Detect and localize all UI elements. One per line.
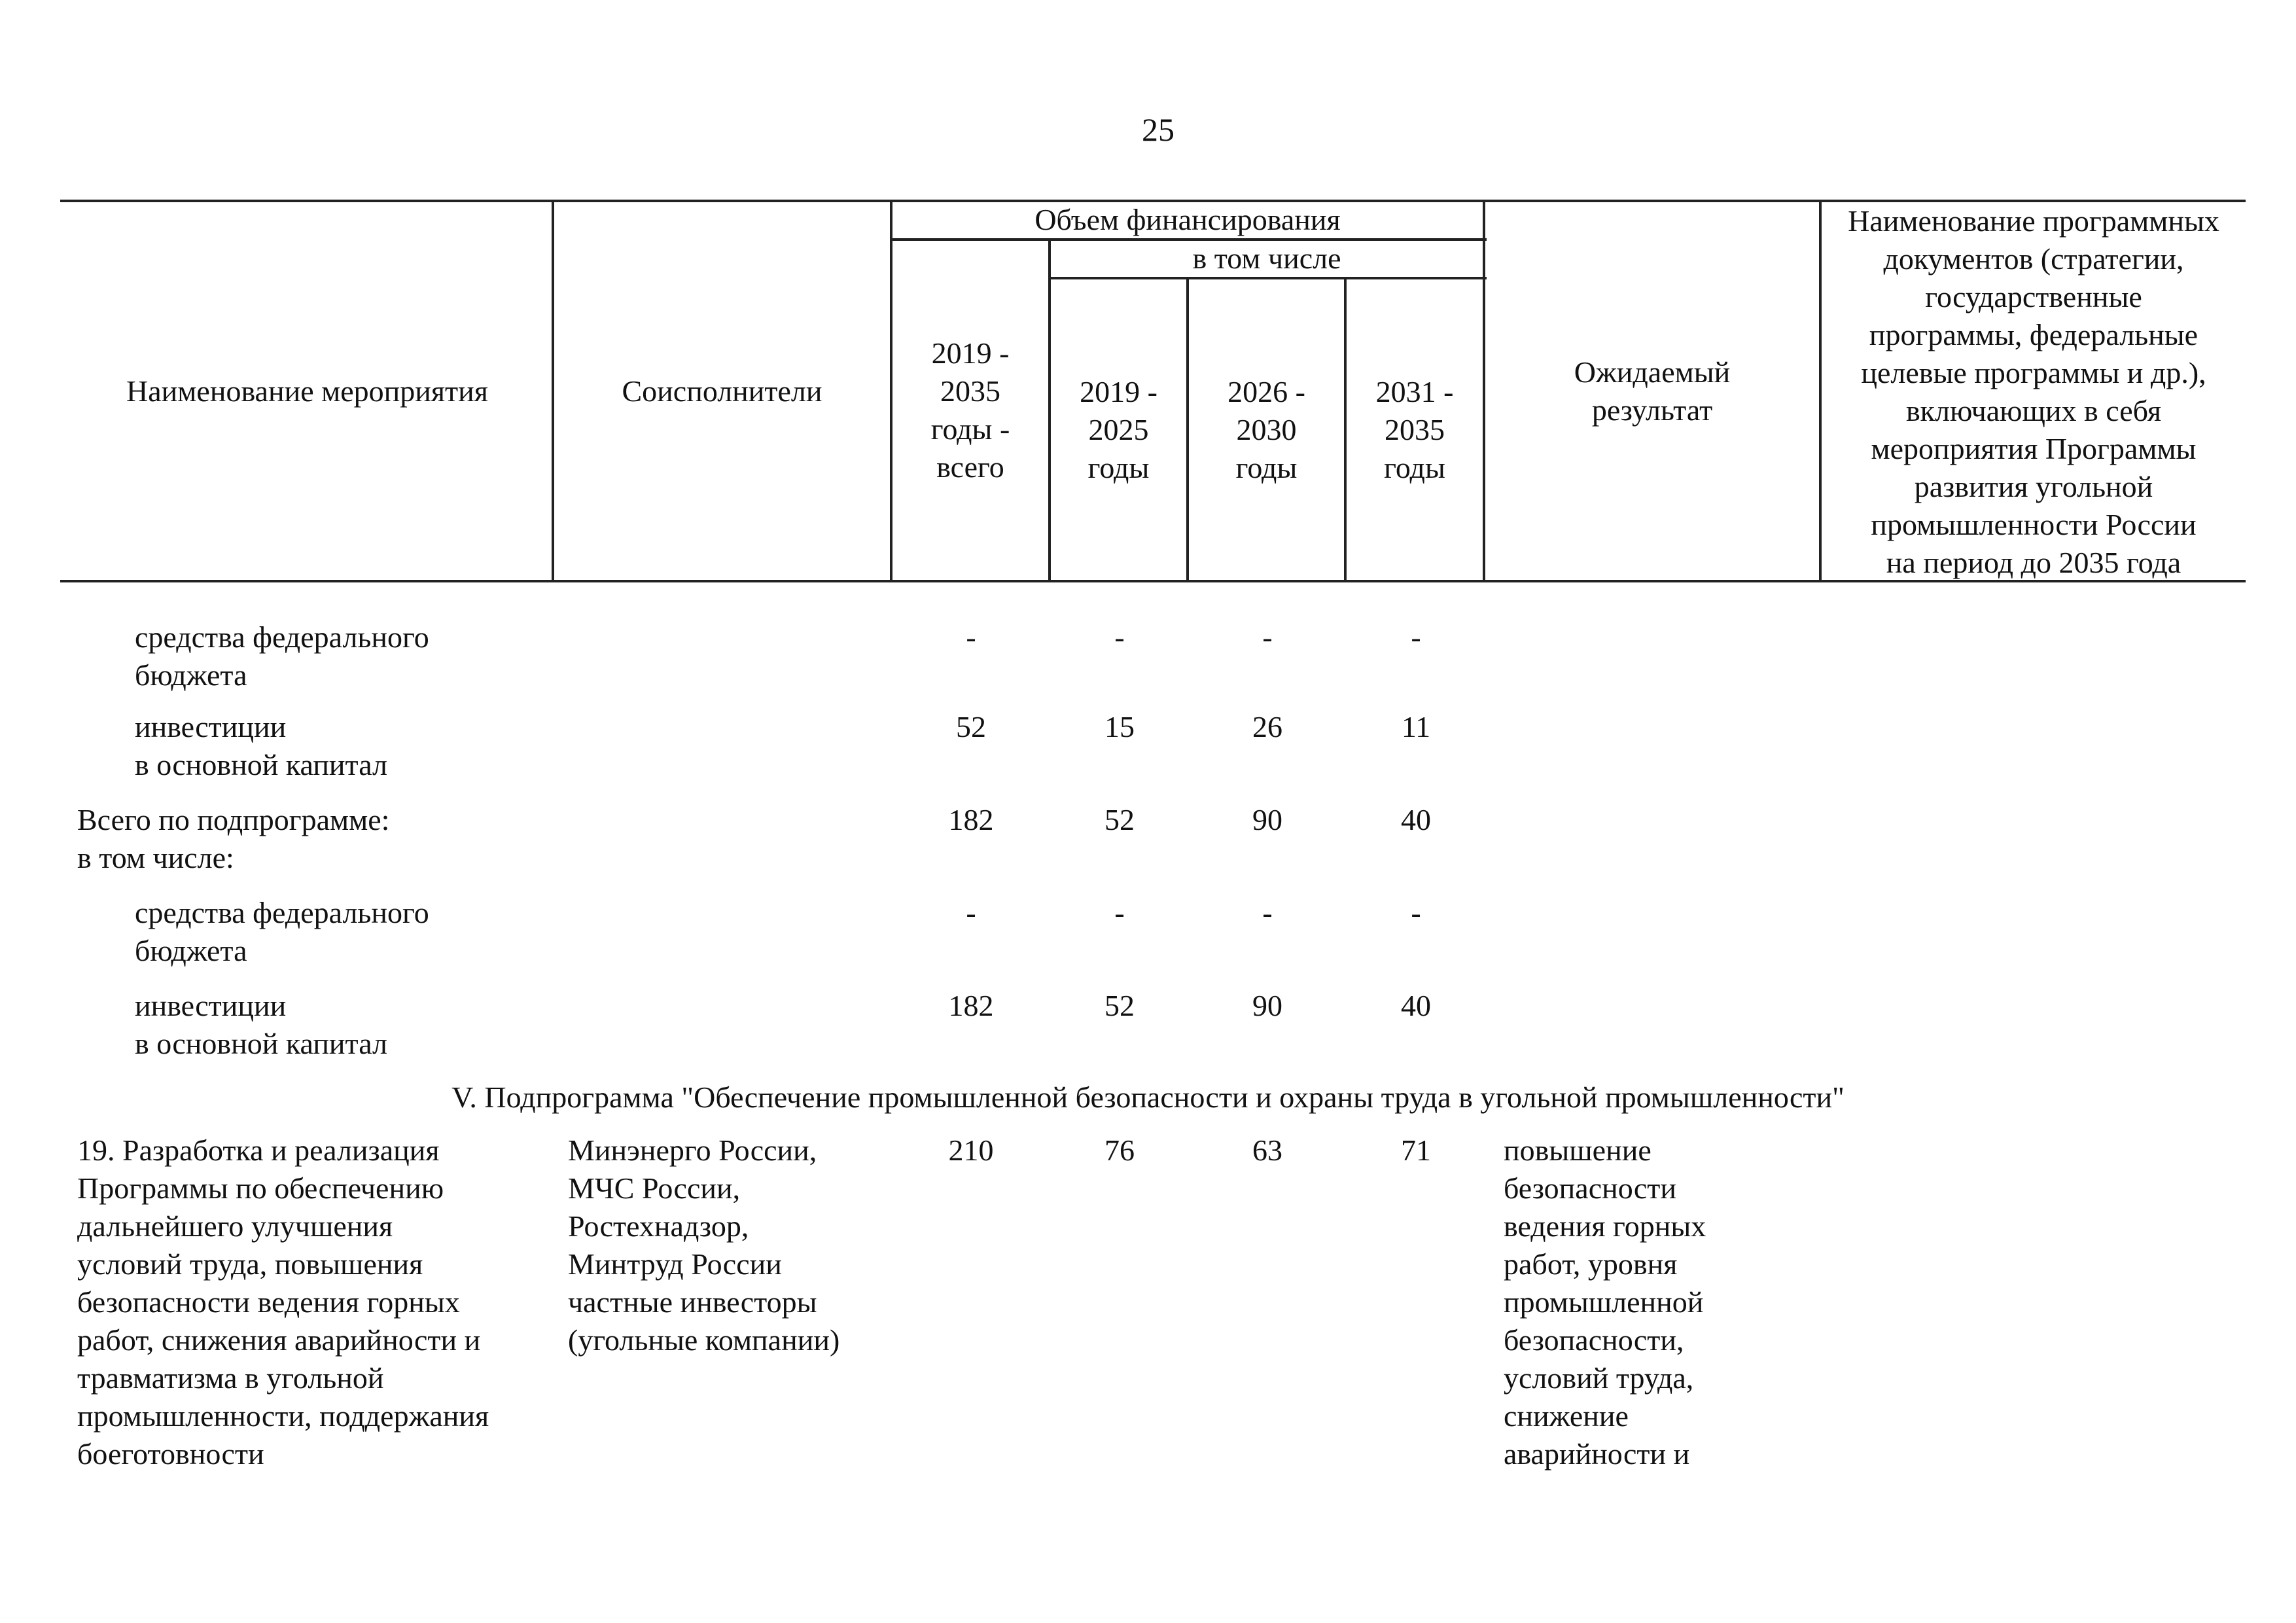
header-activity-name: Наименование мероприятия bbox=[126, 374, 488, 408]
header-p2-line3: годы bbox=[1235, 450, 1298, 484]
header-docs-line: целевые программы и др.), bbox=[1861, 356, 2206, 389]
expected-result-line: промышленной bbox=[1504, 1285, 1704, 1319]
coexecutor-line: Ростехнадзор, bbox=[568, 1209, 749, 1243]
value-total: - bbox=[966, 896, 976, 929]
header-program-documents bbox=[1822, 202, 2246, 580]
header-funding-volume: Объем финансирования bbox=[1034, 202, 1341, 236]
header-docs-line: мероприятия Программы bbox=[1871, 432, 2197, 465]
activity-name-line: травматизма в угольной bbox=[77, 1361, 384, 1395]
header-p1-line1: 2019 - bbox=[1080, 374, 1157, 408]
expected-result-line: условий труда, bbox=[1504, 1361, 1694, 1395]
coexecutor-line: Минтруд России bbox=[568, 1247, 782, 1281]
header-total-period bbox=[892, 241, 1048, 580]
row-label: в основной капитал bbox=[135, 748, 387, 781]
header-total-line3: годы - bbox=[930, 412, 1010, 446]
value-2031-2035: 40 bbox=[1401, 803, 1431, 836]
row-label: средства федерального bbox=[135, 620, 429, 654]
header-docs-line: государственные bbox=[1925, 280, 2142, 313]
activity-name-line: Программы по обеспечению bbox=[77, 1171, 444, 1205]
value-2019-2025: 15 bbox=[1104, 710, 1135, 743]
value-2026-2030: - bbox=[1262, 620, 1273, 654]
header-total-line1: 2019 - bbox=[931, 336, 1010, 370]
header-docs-line: программы, федеральные bbox=[1869, 318, 2199, 351]
coexecutor-line: частные инвесторы bbox=[568, 1285, 817, 1319]
header-expected-result bbox=[1485, 202, 1819, 580]
activity-name-line: промышленности, поддержания bbox=[77, 1399, 489, 1433]
value-total: 182 bbox=[948, 989, 994, 1022]
header-period-2031-2035 bbox=[1347, 279, 1483, 580]
value-2019-2025: - bbox=[1114, 620, 1125, 654]
expected-result-line: ведения горных bbox=[1504, 1209, 1706, 1243]
header-docs-line: развития угольной bbox=[1914, 470, 2153, 503]
header-including: в том числе bbox=[1192, 241, 1341, 275]
header-docs-line: Наименование программных bbox=[1848, 204, 2219, 238]
row-label: в том числе: bbox=[77, 841, 234, 874]
section-heading: V. Подпрограмма "Обеспечение промышленной безопасности и охраны труда в угольной промышленности" bbox=[451, 1080, 1845, 1114]
header-period-2019-2025 bbox=[1051, 279, 1186, 580]
header-p3-line3: годы bbox=[1384, 450, 1445, 484]
coexecutor-line: МЧС России, bbox=[568, 1171, 741, 1205]
header-total-line2: 2035 bbox=[940, 374, 1000, 408]
expected-result-line: работ, уровня bbox=[1504, 1247, 1678, 1281]
coexecutor-line: Минэнерго России, bbox=[568, 1133, 817, 1167]
expected-result-line: безопасности bbox=[1504, 1171, 1677, 1205]
header-result-line2: результат bbox=[1591, 393, 1713, 427]
value-2026-2030: 90 bbox=[1252, 989, 1282, 1022]
expected-result-line: повышение bbox=[1504, 1133, 1651, 1167]
activity-name-line: работ, снижения аварийности и bbox=[77, 1323, 481, 1357]
value-total: 52 bbox=[956, 710, 986, 743]
value-total: 210 bbox=[948, 1133, 994, 1167]
header-period-2026-2030 bbox=[1189, 279, 1344, 580]
header-p3-line1: 2031 - bbox=[1375, 374, 1454, 408]
value-2026-2030: 26 bbox=[1252, 710, 1282, 743]
value-total: - bbox=[966, 620, 976, 654]
header-result-line1: Ожидаемый bbox=[1574, 355, 1731, 389]
header-total-line4: всего bbox=[936, 450, 1004, 484]
value-2026-2030: 63 bbox=[1252, 1133, 1282, 1167]
header-p2-line2: 2030 bbox=[1236, 412, 1297, 446]
value-2031-2035: 40 bbox=[1401, 989, 1431, 1022]
value-2031-2035: - bbox=[1411, 896, 1421, 929]
value-2019-2025: 52 bbox=[1104, 989, 1135, 1022]
row-label: инвестиции bbox=[135, 710, 287, 743]
row-label: в основной капитал bbox=[135, 1027, 387, 1060]
activity-name-line: дальнейшего улучшения bbox=[77, 1209, 393, 1243]
row-label: средства федерального bbox=[135, 896, 429, 929]
activity-name-line: 19. Разработка и реализация bbox=[77, 1133, 440, 1167]
coexecutor-line: (угольные компании) bbox=[568, 1323, 840, 1357]
header-p3-line2: 2035 bbox=[1385, 412, 1445, 446]
value-2031-2035: 11 bbox=[1401, 710, 1431, 743]
value-2019-2025: - bbox=[1114, 896, 1125, 929]
expected-result-line: снижение bbox=[1504, 1399, 1629, 1433]
page-number: 25 bbox=[1142, 111, 1174, 148]
value-2019-2025: 76 bbox=[1104, 1133, 1135, 1167]
header-p1-line2: 2025 bbox=[1088, 412, 1149, 446]
expected-result-line: аварийности и bbox=[1504, 1437, 1690, 1471]
activity-name-line: условий труда, повышения bbox=[77, 1247, 423, 1281]
row-label: Всего по подпрограмме: bbox=[77, 803, 390, 836]
row-label: бюджета bbox=[135, 934, 247, 967]
expected-result-line: безопасности, bbox=[1504, 1323, 1684, 1357]
value-2031-2035: 71 bbox=[1401, 1133, 1431, 1167]
header-docs-line: включающих в себя bbox=[1905, 394, 2162, 427]
header-docs-line: промышленности России bbox=[1871, 508, 2197, 541]
header-coexecutors: Соисполнители bbox=[622, 374, 822, 408]
activity-name-line: безопасности ведения горных bbox=[77, 1285, 460, 1319]
value-2019-2025: 52 bbox=[1104, 803, 1135, 836]
value-total: 182 bbox=[948, 803, 994, 836]
header-p1-line3: годы bbox=[1087, 450, 1150, 484]
row-label: бюджета bbox=[135, 658, 247, 692]
row-label: инвестиции bbox=[135, 989, 287, 1022]
activity-name-line: боеготовности bbox=[77, 1437, 264, 1471]
value-2026-2030: 90 bbox=[1252, 803, 1282, 836]
header-p2-line1: 2026 - bbox=[1227, 374, 1305, 408]
value-2031-2035: - bbox=[1411, 620, 1421, 654]
header-docs-line: документов (стратегии, bbox=[1883, 242, 2184, 276]
value-2026-2030: - bbox=[1262, 896, 1273, 929]
header-docs-line: на период до 2035 года bbox=[1886, 546, 2181, 579]
